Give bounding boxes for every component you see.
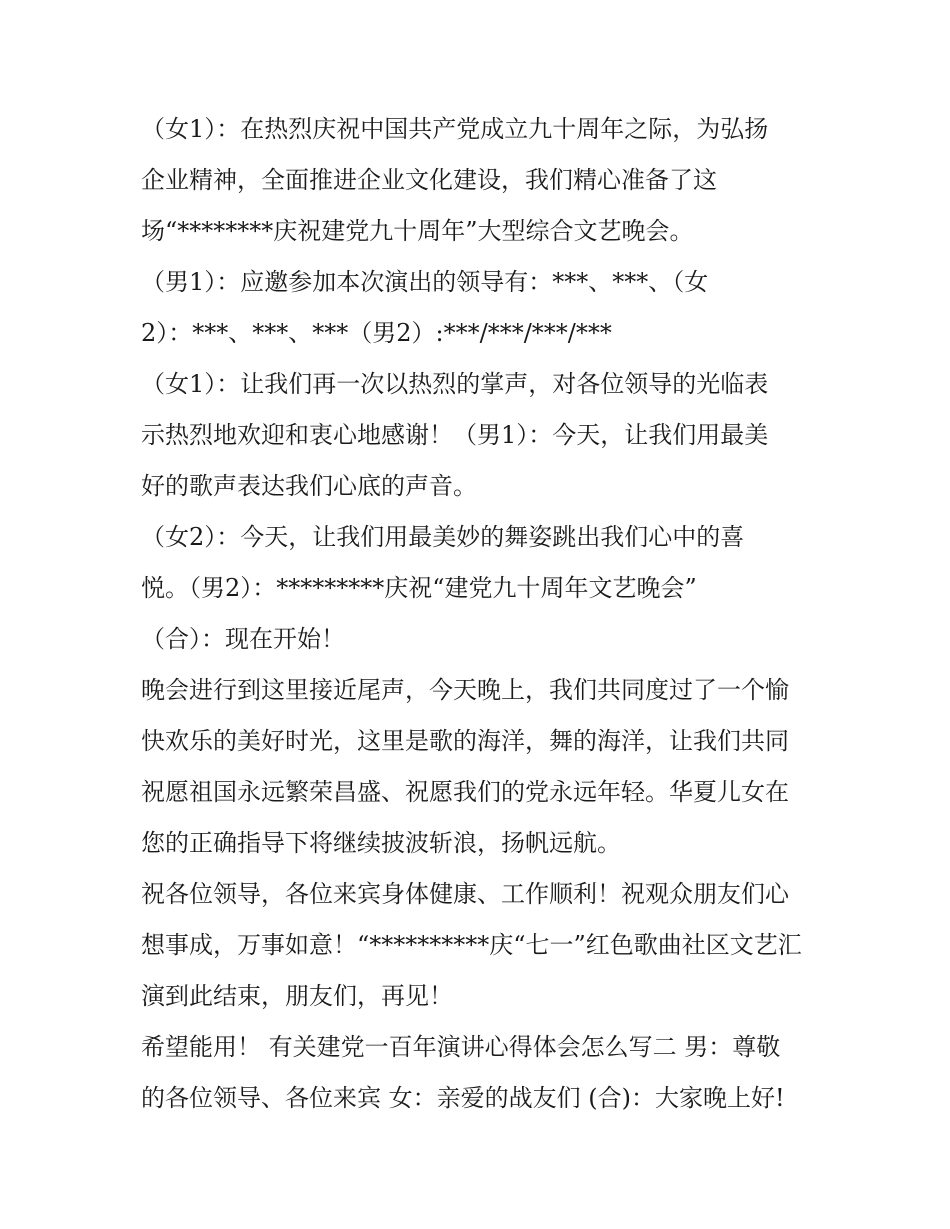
text-line: 演到此结束，朋友们，再见！: [141, 982, 453, 1010]
text-line: 2）：***、***、***（男2）:***/***/***/***: [141, 319, 612, 347]
text-line: 您的正确指导下将继续披波斩浪，扬帆远航。: [141, 829, 621, 857]
text-line: 想事成，万事如意！“**********庆“七一”红色歌曲社区文艺汇: [141, 931, 802, 959]
text-line: 希望能用！ 有关建党一百年演讲心得体会怎么写二 男：尊敬: [141, 1033, 781, 1061]
text-line: 快欢乐的美好时光，这里是歌的海洋，舞的海洋，让我们共同: [141, 727, 789, 755]
text-line: 场“********庆祝建党九十周年”大型综合文艺晚会。: [141, 217, 694, 245]
paragraph-farewell: [141, 875, 821, 1015]
text-line: （女1）：让我们再一次以热烈的掌声，对各位领导的光临表: [141, 370, 769, 398]
text-line: 悦。（男2）：*********庆祝“建党九十周年文艺晚会”: [141, 574, 697, 602]
text-line: （合）：现在开始！: [141, 625, 345, 653]
paragraph-dance: [141, 518, 821, 607]
paragraph-opening: [141, 110, 821, 250]
text-line: 企业精神，全面推进企业文化建设，我们精心准备了这: [141, 166, 717, 194]
text-line: 祝各位领导，各位来宾身体健康、工作顺利！祝观众朋友们心: [141, 880, 789, 908]
paragraph-start: [141, 620, 821, 658]
text-line: 示热烈地欢迎和衷心地感谢！（男1）：今天，让我们用最美: [141, 421, 769, 449]
paragraph-speech: [141, 1028, 821, 1117]
text-line: （男1）：应邀参加本次演出的领导有：***、***、（女: [141, 268, 709, 296]
text-line: 好的歌声表达我们心底的声音。: [141, 472, 477, 500]
document-body: [141, 110, 821, 1130]
text-line: （女1）：在热烈庆祝中国共产党成立九十周年之际，为弘扬: [141, 115, 769, 143]
paragraph-closing: [141, 671, 821, 862]
text-line: 祝愿祖国永远繁荣昌盛、祝愿我们的党永远年轻。华夏儿女在: [141, 778, 789, 806]
text-line: 晚会进行到这里接近尾声，今天晚上，我们共同度过了一个愉: [141, 676, 789, 704]
text-line: 的各位领导、各位来宾 女：亲爱的战友们 (合)：大家晚上好!: [141, 1084, 785, 1112]
paragraph-leaders: [141, 263, 821, 352]
paragraph-welcome: [141, 365, 821, 505]
text-line: （女2）：今天，让我们用最美妙的舞姿跳出我们心中的喜: [141, 523, 745, 551]
